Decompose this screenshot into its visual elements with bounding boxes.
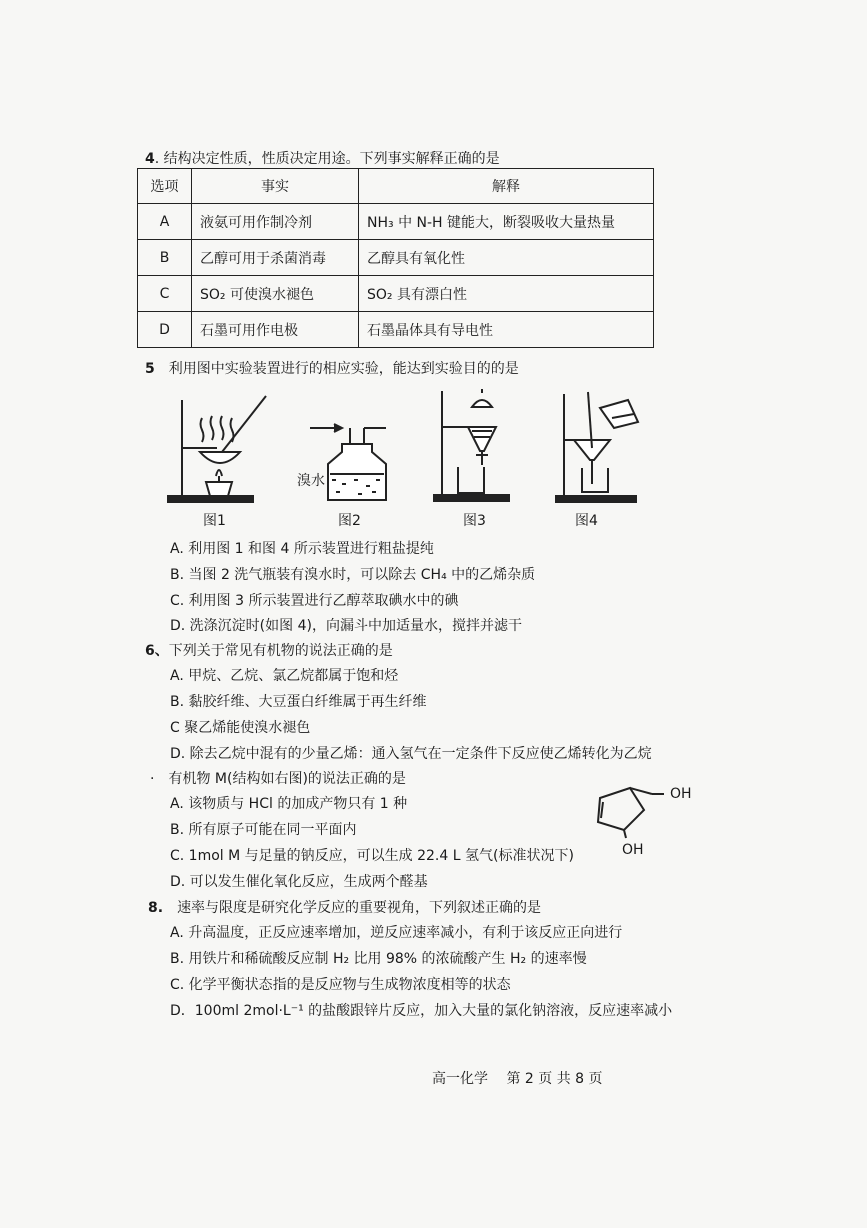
table-cell: 液氨可用作制冷剂 <box>192 204 359 240</box>
table-cell: B <box>138 240 192 276</box>
table-cell: A <box>138 204 192 240</box>
table-header: 事实 <box>192 169 359 204</box>
figure-3-separatory-funnel <box>432 385 517 505</box>
q6-option-c: C 聚乙烯能使溴水褪色 <box>170 720 311 736</box>
q6-option-b: B. 黏胶纤维、大豆蛋白纤维属于再生纤维 <box>170 694 427 710</box>
q7-number: · <box>150 771 155 787</box>
q5-number: 5 <box>145 361 155 377</box>
table-row <box>138 240 654 276</box>
q6-option-d: D. 除去乙烷中混有的少量乙烯：通入氢气在一定条件下反应使乙烯转化为乙烷 <box>170 746 652 762</box>
figure-2-caption: 图2 <box>338 513 361 529</box>
q7-stem-line <box>150 768 406 788</box>
hydroxyl-label-2: OH <box>622 842 644 858</box>
q4-stem-line: 4. 结构决定性质，性质决定用途。下列事实解释正确的是 <box>145 151 500 167</box>
q5-option-b: B. 当图 2 洗气瓶装有溴水时，可以除去 CH₄ 中的乙烯杂质 <box>170 567 536 583</box>
q8-stem-line <box>148 897 541 917</box>
q7-option-b: B. 所有原子可能在同一平面内 <box>170 822 357 838</box>
q8-option-b: B. 用铁片和稀硫酸反应制 H₂ 比用 98% 的浓硫酸产生 H₂ 的速率慢 <box>170 951 587 967</box>
q6-stem: 下列关于常见有机物的说法正确的是 <box>168 643 393 659</box>
table-cell: 石墨晶体具有导电性 <box>359 312 654 348</box>
q5-option-c: C. 利用图 3 所示装置进行乙醇萃取碘水中的碘 <box>170 593 459 609</box>
q5-stem-line <box>145 358 519 378</box>
q6-stem-line <box>145 640 393 660</box>
q7-option-a: A. 该物质与 HCl 的加成产物只有 1 种 <box>170 796 408 812</box>
q5-option-a: A. 利用图 1 和图 4 所示装置进行粗盐提纯 <box>170 541 434 557</box>
table-cell: NH₃ 中 N-H 键能大，断裂吸收大量热量 <box>359 204 654 240</box>
q8-number: 8. <box>148 900 164 916</box>
q4-stem: 结构决定性质，性质决定用途。下列事实解释正确的是 <box>163 151 500 167</box>
q6-number: 6、 <box>145 643 169 659</box>
q8-stem: 速率与限度是研究化学反应的重要视角，下列叙述正确的是 <box>177 900 542 916</box>
table-cell: 乙醇可用于杀菌消毒 <box>192 240 359 276</box>
q7-stem: 有机物 M(结构如右图)的说法正确的是 <box>168 771 406 787</box>
q4-number: 4 <box>145 151 155 167</box>
figure-1-evaporation-apparatus <box>162 390 277 505</box>
q5-stem: 利用图中实验装置进行的相应实验，能达到实验目的的是 <box>168 361 519 377</box>
figure-3-caption: 图3 <box>463 513 486 529</box>
figure-1-caption: 图1 <box>203 513 226 529</box>
bromine-water-label: 溴水 <box>297 473 325 489</box>
table-cell: 乙醇具有氧化性 <box>359 240 654 276</box>
table-cell: 石墨可用作电极 <box>192 312 359 348</box>
table-header-row <box>138 169 654 204</box>
q5-option-d: D. 洗涤沉淀时(如图 4)，向漏斗中加适量水，搅拌并滤干 <box>170 618 522 634</box>
table-row <box>138 204 654 240</box>
table-cell: SO₂ 可使溴水褪色 <box>192 276 359 312</box>
page-footer: 高一化学 第 2 页 共 8 页 <box>432 1071 603 1087</box>
hydroxyl-label-1: OH <box>670 786 692 802</box>
figure-2-gas-washing-bottle <box>306 420 396 505</box>
q7-option-d: D. 可以发生催化氧化反应，生成两个醛基 <box>170 874 428 890</box>
figure-4-caption: 图4 <box>575 513 598 529</box>
q8-option-d: D．100ml 2mol·L⁻¹ 的盐酸跟锌片反应，加入大量的氯化钠溶液，反应速率减小 <box>170 1003 673 1019</box>
figure-4-filtration <box>552 388 652 505</box>
table-row <box>138 276 654 312</box>
q4-table <box>137 168 654 348</box>
q8-option-a: A. 升高温度，正反应速率增加，逆反应速率减小，有利于该反应正向进行 <box>170 925 623 941</box>
table-header: 选项 <box>138 169 192 204</box>
q7-option-c: C. 1mol M 与足量的钠反应，可以生成 22.4 L 氢气(标准状况下) <box>170 848 574 864</box>
q6-option-a: A. 甲烷、乙烷、氯乙烷都属于饱和烃 <box>170 668 399 684</box>
table-row <box>138 312 654 348</box>
q8-option-c: C. 化学平衡状态指的是反应物与生成物浓度相等的状态 <box>170 977 511 993</box>
table-cell: SO₂ 具有漂白性 <box>359 276 654 312</box>
table-cell: C <box>138 276 192 312</box>
table-cell: D <box>138 312 192 348</box>
table-header: 解释 <box>359 169 654 204</box>
